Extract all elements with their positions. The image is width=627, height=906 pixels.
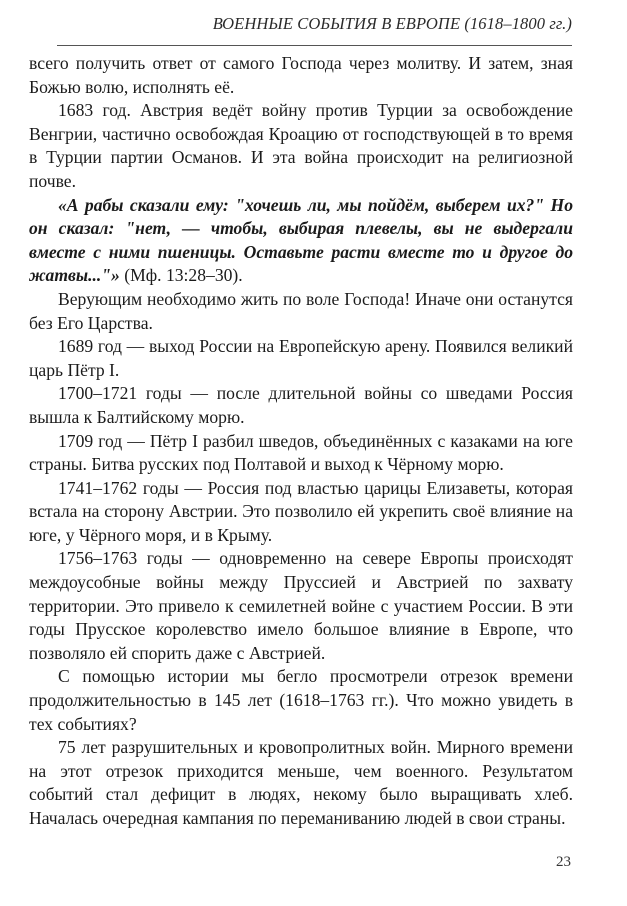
paragraph-continuation: всего получить ответ от самого Господа через молитву. И затем, зная Божью волю, исполнять её.	[29, 53, 573, 97]
page-number: 23	[556, 854, 571, 870]
paragraph-believers: Верующим необходимо жить по воле Господа! Иначе они останутся без Его Царства.	[29, 288, 573, 333]
body-text	[29, 52, 573, 831]
scripture-reference: (Мф. 13:28–30).	[119, 265, 243, 286]
paragraph-1683: 1683 год. Австрия ведёт войну против Турции за освобождение Венгрии, частично освобождая Кроацию от господствующей в то время в Турции партии Османов. И эта война происходит на религиозной почве.	[29, 100, 573, 191]
paragraph-summary: С помощью истории мы бегло просмотрели отрезок времени продолжительностью в 145 лет (1618–1763 гг.). Что можно увидеть в тех событиях?	[29, 666, 573, 734]
paragraph-conclusion: 75 лет разрушительных и кровопролитных войн. Мирного времени на этот отрезок приходится меньше, чем военного. Результатом событий стал дефицит в людях, некому было выращивать хлеб. Началась очередная кампания по переманиванию людей в свои страны.	[29, 737, 573, 828]
paragraph-1689: 1689 год — выход России на Европейскую арену. Появился великий царь Пётр I.	[29, 336, 573, 380]
paragraph-1709: 1709 год — Пётр I разбил шведов, объединённых с казаками на юге страны. Битва русских под Полтавой и выход к Чёрному морю.	[29, 430, 573, 475]
running-header: ВОЕННЫЕ СОБЫТИЯ В ЕВРОПЕ (1618–1800 гг.)	[212, 14, 572, 33]
paragraph-1741-1762: 1741–1762 годы — Россия под властью царицы Елизаветы, которая встала на сторону Австрии. Это позволило ей укрепить своё влияние на юге, у Чёрного моря, и в Крыму.	[29, 477, 573, 545]
scripture-quote: «А рабы сказали ему: "хочешь ли, мы пойдём, выберем их?" Но он сказал: "нет, — чтобы, выбирая плевелы, вы не выдергали вместе с ними пшеницы. Оставьте расти вместе то и другое до жатвы..."»	[29, 194, 573, 286]
header-rule	[57, 45, 572, 46]
scripture-quote-paragraph	[29, 194, 573, 288]
paragraph-1700-1721: 1700–1721 годы — после длительной войны со шведами Россия вышла к Балтийскому морю.	[29, 383, 573, 427]
paragraph-1756-1763: 1756–1763 годы — одновременно на севере Европы происходят междоусобные войны между Пруссией и Австрией по захвату территории. Это привело к семилетней войне с участием России. В эти годы Прусское королевство имело большое влияние в Европе, что позволяло ей спорить даже с Австрией.	[29, 548, 573, 663]
